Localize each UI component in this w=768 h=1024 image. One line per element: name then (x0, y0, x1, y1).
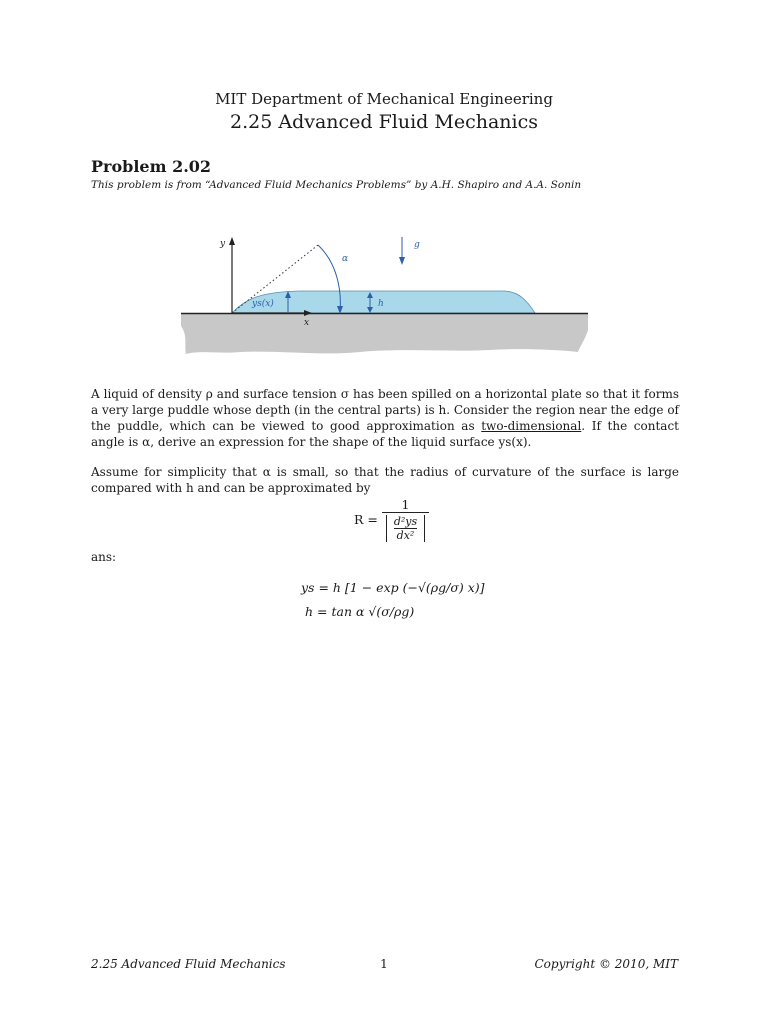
paragraph-problem-statement (91, 386, 679, 450)
problem-source: This problem is from “Advanced Fluid Mechanics Problems” by A.H. Shapiro and A.A. Sonin (91, 179, 582, 191)
department-heading: MIT Department of Mechanical Engineering (215, 90, 553, 108)
equation-radius-numerator: 1 (401, 497, 410, 512)
course-title: 2.25 Advanced Fluid Mechanics (230, 111, 538, 133)
derivative-denominator: dx² (394, 528, 418, 542)
ground-region (181, 314, 588, 354)
equation-radius-fraction (382, 497, 429, 542)
equation-radius-denominator (382, 512, 429, 542)
footer-copyright: Copyright © 2010, MIT (534, 957, 678, 971)
equation-radius (354, 497, 429, 542)
x-axis-label: x (304, 318, 310, 328)
equation-h: h = tan α √(σ/ρg) (305, 604, 415, 619)
equation-second-derivative (391, 515, 420, 542)
para1-underlined: two-dimensional (481, 419, 582, 433)
g-arrow-head (399, 257, 405, 265)
para1-text-a: A liquid of density ρ and surface tension σ has been spilled on a horizontal plate so that it forms a very large puddle whose depth (in the central parts) is h. Consider the region near the edge of the puddle, which can be viewed to good approximation as (91, 387, 679, 433)
alpha-label: α (342, 254, 349, 264)
paragraph-assumption: Assume for simplicity that α is small, so that the radius of curvature of the surface is large compared with h and can be approximated by (91, 465, 679, 495)
y-axis-label: y (220, 239, 226, 249)
footer-page-number: 1 (380, 957, 388, 971)
para1-text-b: . If the contact angle is α, derive an expression for the shape of the liquid surface ys(x). (91, 419, 679, 449)
answer-label: ans: (91, 550, 117, 564)
g-label: g (414, 240, 420, 250)
puddle-figure (0, 0, 768, 380)
footer-course: 2.25 Advanced Fluid Mechanics (91, 957, 286, 971)
equation-ys: ys = h [1 − exp (−√(ρg/σ) x)] (301, 580, 485, 595)
derivative-numerator: d²ys (393, 515, 418, 528)
ys-label: ys(x) (252, 299, 274, 309)
y-axis-arrow (229, 237, 235, 245)
equation-radius-abs (386, 515, 425, 542)
equation-radius-lhs: R = (354, 512, 378, 527)
h-label: h (378, 299, 384, 309)
problem-title: Problem 2.02 (91, 157, 212, 176)
